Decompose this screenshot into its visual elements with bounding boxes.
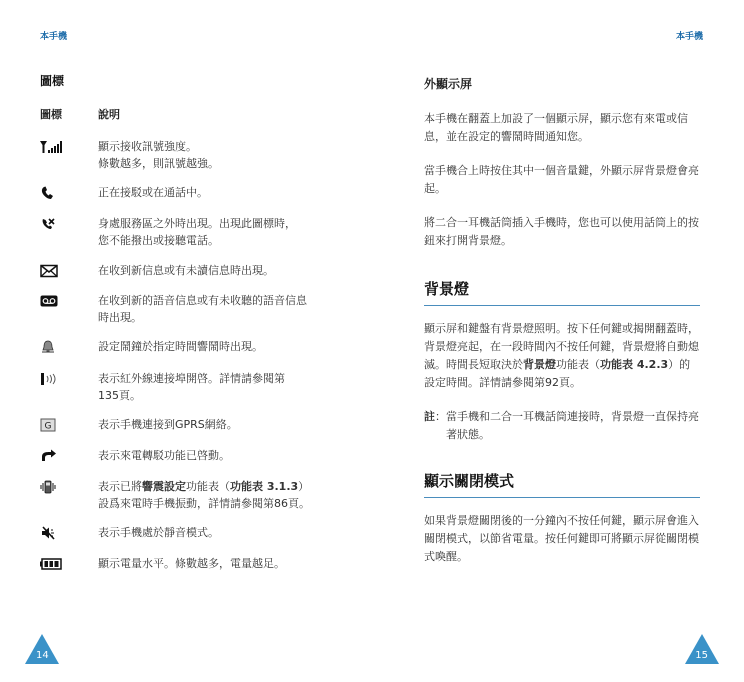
page-number-right: 15 xyxy=(695,650,708,661)
row-text: 表示已將響震設定功能表（功能表 3.1.3） xyxy=(98,480,310,493)
call-forward-icon xyxy=(40,447,98,465)
svg-text:G: G xyxy=(44,421,52,432)
row-text: 顯示電量水平。條數越多，電量越足。 xyxy=(98,557,285,570)
table-row xyxy=(40,555,340,573)
vibrate-icon xyxy=(40,478,98,496)
table-row xyxy=(40,292,340,326)
table-row xyxy=(40,478,340,512)
row-text: 135頁。 xyxy=(98,389,141,402)
paragraph-backlight: 顯示屏和鍵盤有背景燈照明。按下任何鍵或揭開翻蓋時，背景燈亮起，在一段時間內不按任何鍵，背景燈將自動熄滅。時間長短取決於背景燈功能表（功能表 4.2.3）的設定時間。詳情請參閱第92頁。 xyxy=(424,322,699,389)
paragraph: 本手機在翻蓋上加設了一個顯示屏，顯示您有來電或信息，並在設定的響鬧時間通知您。 xyxy=(424,112,688,143)
row-text: 表示紅外線連接埠開啓。詳情請參閱第 xyxy=(98,372,285,385)
page-number-left: 14 xyxy=(36,650,49,661)
row-text: 在收到新的語音信息或有未收聽的語音信息 xyxy=(98,294,307,307)
row-text: 您不能撥出或接聽電話。 xyxy=(98,234,219,247)
table-row xyxy=(40,215,340,249)
row-text: 身處服務區之外時出現。出現此圖標時， xyxy=(98,217,296,230)
left-column xyxy=(40,72,340,573)
envelope-icon xyxy=(40,262,98,280)
note: 註 ： 當手機和二合一耳機話筒連接時，背景燈一直保持亮著狀態。 xyxy=(424,408,700,444)
no-service-icon xyxy=(40,215,98,233)
row-text: 設爲來電時手機振動，詳情請參閱第86頁。 xyxy=(98,497,310,510)
table-row xyxy=(40,447,340,465)
title-backlight: 背景燈 xyxy=(424,278,700,306)
header-right: 本手機 xyxy=(675,32,703,42)
alarm-bell-icon xyxy=(40,338,98,356)
mute-icon xyxy=(40,524,98,542)
row-text: 表示手機連接到GPRS網絡。 xyxy=(98,418,238,431)
table-row xyxy=(40,184,340,202)
right-column xyxy=(424,75,700,582)
row-text: 顯示接收訊號強度。 xyxy=(98,140,197,153)
paragraph: 如果背景燈關閉後的一分鐘內不按任何鍵，顯示屏會進入關閉模式，以節省電量。按任何鍵即可將顯示屏從關閉模式喚醒。 xyxy=(424,514,699,563)
table-row xyxy=(40,524,340,542)
battery-icon xyxy=(40,555,98,573)
table-row xyxy=(40,338,340,356)
row-text: 正在接駁或在通話中。 xyxy=(98,186,208,199)
table-row xyxy=(40,416,340,434)
table-row xyxy=(40,138,340,172)
table-row xyxy=(40,370,340,404)
title-external-display: 外顯示屏 xyxy=(424,77,473,91)
title-display-off-mode: 顯示關閉模式 xyxy=(424,470,700,498)
voicemail-icon xyxy=(40,292,98,310)
col-icon-header: 圖標 xyxy=(40,108,62,121)
header-left: 本手機 xyxy=(40,32,68,42)
gprs-icon xyxy=(40,416,98,434)
paragraph: 將二合一耳機話筒插入手機時，您也可以使用話筒上的按鈕來打開背景燈。 xyxy=(424,216,699,247)
phone-handset-icon xyxy=(40,184,98,202)
row-text: 設定鬧鐘於指定時間響鬧時出現。 xyxy=(98,340,263,353)
row-text: 表示來電轉駁功能已啓動。 xyxy=(98,449,230,462)
table-row xyxy=(40,262,340,280)
note-text: 當手機和二合一耳機話筒連接時，背景燈一直保持亮著狀態。 xyxy=(446,410,699,441)
icon-table-header xyxy=(40,106,340,122)
row-text: 時出現。 xyxy=(98,311,142,324)
note-label: 註 xyxy=(424,410,435,423)
row-text: 在收到新信息或有未讀信息時出現。 xyxy=(98,264,274,277)
section-title-icons: 圖標 xyxy=(40,74,65,88)
row-text: 條數越多，則訊號越強。 xyxy=(98,157,219,170)
signal-strength-icon xyxy=(40,138,98,156)
infrared-icon xyxy=(40,370,98,388)
row-text: 表示手機處於靜音模式。 xyxy=(98,526,219,539)
paragraph: 當手機合上時按住其中一個音量鍵，外顯示屏背景燈會亮起。 xyxy=(424,164,699,195)
col-desc-header: 說明 xyxy=(98,108,120,121)
